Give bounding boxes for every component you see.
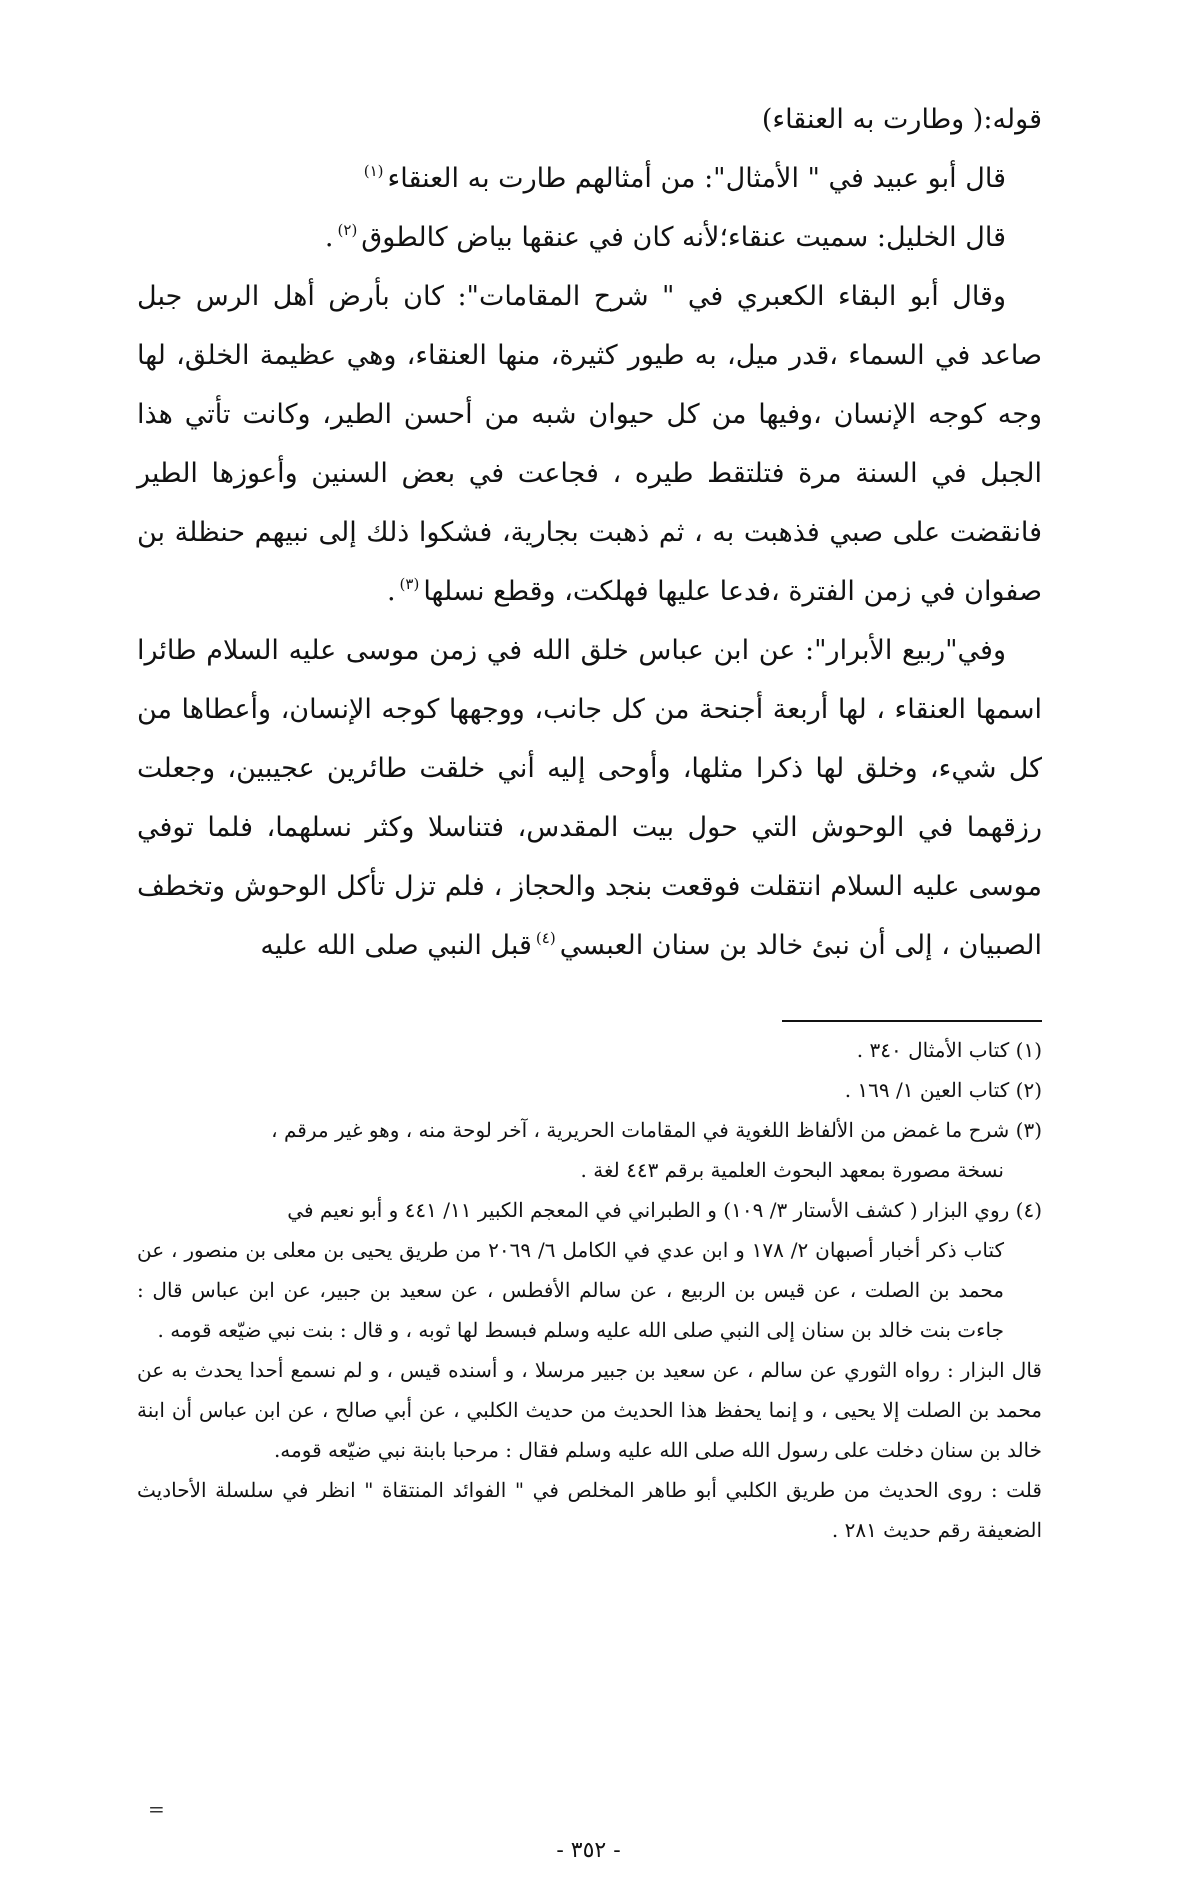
footnote-4: (٤) روي البزار ( كشف الأستار ٣/ ١٠٩) و الطبراني في المعجم الكبير ١١/ ٤٤١ و أبو نعيم في: [287, 1198, 1042, 1222]
paragraph-kabri: وقال أبو البقاء الكعبري في " شرح المقامات": كان بأرض أهل الرس جبل صاعد في السماء ،قدر ميل، به طيور كثيرة، منها العنقاء، وهي عظيمة الخلق، لها وجه كوجه الإنسان ،وفيها من كل حيوان شبه من أحسن الطير، وكانت تأتي هذا الجبل في السنة مرة فتلتقط طيره ، فجاعت في بعض السنين وأعوزها الطير فانقضت على صبي فذهبت به ، ثم ذهبت بجارية، فشكوا ذلك إلى نبيهم حنظلة بن صفوان في زمن الفترة ،فدعا عليها فهلكت، وقطع نسلها$^{(٣)}$.: [137, 281, 1042, 607]
footnote-2: (٢) كتاب العين ١/ ١٦٩ .: [844, 1078, 1042, 1102]
footnote-4-author-comment: قلت : روى الحديث من طريق الكلبي أبو طاهر المخلص في " الفوائد المنتقاة " انظر في سلسلة الأحاديث الضعيفة رقم حديث ٢٨١ .: [137, 1478, 1042, 1542]
continuation-mark: =: [148, 1797, 165, 1821]
main-text: [137, 90, 1042, 975]
paragraph-khalil: قال الخليل: سميت عنقاء؛لأنه كان في عنقها بياض كالطوق$^{(٢)}$.: [324, 221, 1006, 253]
paragraph-rabi-al-abrar: وفي"ربيع الأبرار": عن ابن عباس خلق الله في زمن موسى عليه السلام طائرا اسمها العنقاء ، لها أربعة أجنحة من كل جانب، ووجهها كوجه الإنسان، وأعطاها من كل شيء، وخلق لها ذكرا مثلها، وأوحى إليه أني خلقت طائرين عجيبين، وجعلت رزقهما في الوحوش التي حول بيت المقدس، فتناسلا وكثر نسلهما، فلما توفي موسى عليه السلام انتقلت فوقعت بنجد والحجاز ، فلم تزل تأكل الوحوش وتخطف الصبيان ، إلى أن نبئ خالد بن سنان العبسي$^{(٤)}$قبل النبي صلى الله عليه: [137, 635, 1042, 961]
paragraph-abu-ubaid: قال أبو عبيد في " الأمثال": من أمثالهم طارت به العنقاء$^{(١)}$: [363, 162, 1006, 194]
footnote-3: (٣) شرح ما غمض من الألفاظ اللغوية في المقامات الحريرية ، آخر لوحة منه ، وهو غير مرقم ،: [271, 1118, 1042, 1142]
footnotes: [137, 1030, 1042, 1550]
footnote-ref-2[interactable]: (٢): [337, 221, 358, 239]
footnote-ref-1[interactable]: (١): [363, 162, 384, 180]
page-number: - ٣٥٢ -: [556, 1838, 621, 1863]
footnote-3-continuation: نسخة مصورة بمعهد البحوث العلمية برقم ٤٤٣ لغة .: [580, 1158, 1004, 1182]
footnote-ref-3[interactable]: (٣): [399, 575, 420, 593]
footnote-4-bazzar-comment: قال البزار : رواه الثوري عن سالم ، عن سعيد بن جبير مرسلا ، و أسنده قيس ، و لم نسمع أحدا يحدث به عن محمد بن الصلت إلا يحيى ، و إنما يحفظ هذا الحديث من حديث الكلبي ، عن أبي صالح ، عن ابن عباس أن ابنة خالد بن سنان دخلت على رسول الله صلى الله عليه وسلم فقال : مرحبا بابنة نبي ضيّعه قومه.: [137, 1358, 1042, 1462]
footnote-divider: [782, 1020, 1042, 1022]
heading-quote: قوله:( وطارت به العنقاء): [761, 104, 1042, 135]
footnote-1: (١) كتاب الأمثال ٣٤٠ .: [856, 1038, 1042, 1062]
footnote-4-continuation: كتاب ذكر أخبار أصبهان ٢/ ١٧٨ و ابن عدي في الكامل ٦/ ٢٠٦٩ من طريق يحيى بن معلى بن منصور ، عن محمد بن الصلت ، عن قيس بن الربيع ، عن سالم الأفطس ، عن سعيد بن جبير، عن ابن عباس قال : جاءت بنت خالد بن سنان إلى النبي صلى الله عليه وسلم فبسط لها ثوبه ، و قال : بنت نبي ضيّعه قومه .: [137, 1238, 1004, 1342]
footnote-ref-4[interactable]: (٤): [535, 929, 556, 947]
